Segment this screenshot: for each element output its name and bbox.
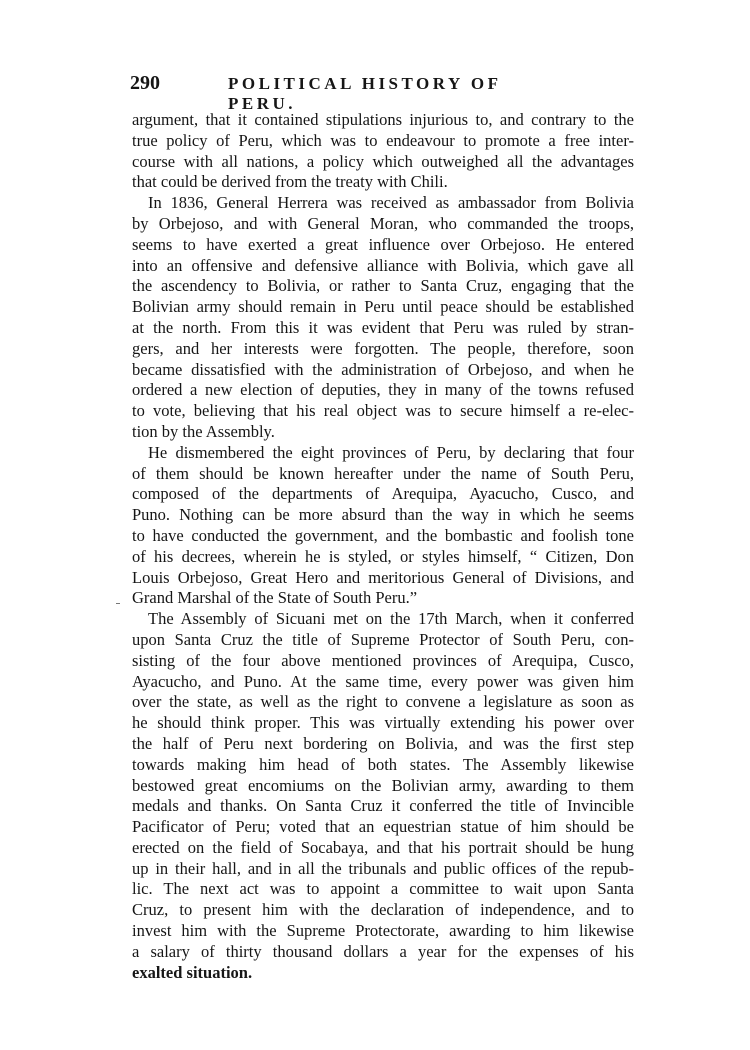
text-line: the ascendency to Bolivia, or rather to Santa Cruz, engaging that the [132, 276, 634, 296]
text-line: argument, that it contained stipulations injurious to, and contrary to the [132, 110, 634, 129]
page-header [130, 72, 550, 113]
text-line: Puno. Nothing can be more absurd than the way in which he seems [132, 505, 634, 525]
text-line: up in their hall, and in all the tribunals and public offices of the repub- [132, 858, 634, 878]
text-line: He dismembered the eight provinces of Peru, by declaring that four [148, 442, 634, 462]
text-line: Louis Orbejoso, Great Hero and meritorious General of Divisions, and [132, 567, 634, 587]
text-line: of them should be known hereafter under the name of South Peru, [132, 463, 634, 483]
text-line: In 1836, General Herrera was received as ambassador from Bolivia [148, 193, 634, 213]
text-line: gers, and her interests were forgotten. The people, therefore, soon [132, 338, 634, 358]
text-line: Bolivian army should remain in Peru until peace should be established [132, 297, 634, 317]
text-line: composed of the departments of Arequipa, Ayacucho, Cusco, and [132, 484, 634, 504]
text-line: lic. The next act was to appoint a committee to wait upon Santa [132, 879, 634, 899]
text-line: erected on the field of Socabaya, and that his portrait should be hung [132, 837, 634, 857]
text-line: he should think proper. This was virtually extending his power over [132, 713, 634, 733]
text-line: upon Santa Cruz the title of Supreme Protector of South Peru, con- [132, 629, 634, 649]
margin-mark [116, 603, 120, 604]
text-line: exalted situation. [132, 962, 253, 982]
text-line: into an offensive and defensive alliance with Bolivia, which gave all [132, 255, 634, 275]
text-line: by Orbejoso, and with General Moran, who commanded the troops, [132, 213, 634, 233]
text-line: that could be derived from the treaty with Chili. [132, 172, 448, 192]
text-line: Grand Marshal of the State of South Peru.” [132, 588, 418, 608]
text-line: Ayacucho, and Puno. At the same time, every power was given him [132, 671, 634, 691]
text-line: the half of Peru next bordering on Bolivia, and was the first step [132, 733, 634, 753]
text-line: invest him with the Supreme Protectorate, awarding to him likewise [132, 921, 634, 941]
text-line: at the north. From this it was evident that Peru was ruled by stran- [132, 317, 634, 337]
text-line: became dissatisfied with the administration of Orbejoso, and when he [132, 359, 634, 379]
page-number: 290 [130, 72, 160, 94]
text-line: a salary of thirty thousand dollars a year for the expenses of his [132, 941, 634, 961]
text-line: Pacificator of Peru; voted that an equestrian statue of him should be [132, 817, 634, 837]
text-line: medals and thanks. On Santa Cruz it conferred the title of Invincible [132, 796, 634, 816]
text-line: tion by the Assembly. [132, 421, 275, 441]
text-line: seems to have exerted a great influence over Orbejoso. He entered [132, 234, 634, 254]
text-line: true policy of Peru, which was to endeavour to promote a free inter- [132, 130, 634, 150]
text-line: The Assembly of Sicuani met on the 17th March, when it conferred [148, 609, 634, 629]
text-line: to vote, believing that his real object was to secure himself a re-elec- [132, 401, 634, 421]
body-text [132, 110, 634, 983]
text-line: sisting of the four above mentioned provinces of Arequipa, Cusco, [132, 650, 634, 670]
text-line: to have conducted the government, and the bombastic and foolish tone [132, 525, 634, 545]
text-line: over the state, as well as the right to convene a legislature as soon as [132, 692, 634, 712]
text-line: Cruz, to present him with the declaration of independence, and to [132, 900, 634, 920]
text-line: bestowed great encomiums on the Bolivian army, awarding to them [132, 775, 634, 795]
text-line: course with all nations, a policy which outweighed all the advantages [132, 151, 634, 171]
text-line: ordered a new election of deputies, they in many of the towns refused [132, 380, 634, 400]
text-line: of his decrees, wherein he is styled, or styles himself, “ Citizen, Don [132, 546, 634, 566]
text-line: towards making him head of both states. The Assembly likewise [132, 754, 634, 774]
running-head: POLITICAL HISTORY OF PERU. [228, 74, 501, 113]
